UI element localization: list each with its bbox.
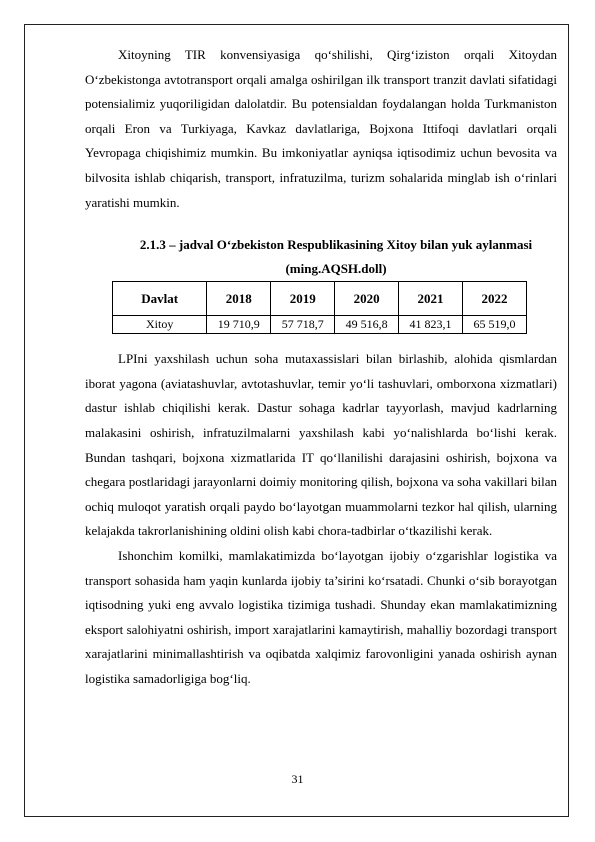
table-cell: 57 718,7	[271, 316, 335, 334]
table-cell: Xitoy	[113, 316, 207, 334]
paragraph-2: LPIni yaxshilash uchun soha mutaxassislari bilan birlashib, alohida qismlardan iborat yagona (aviatashuvlar, avtotashuvlar, temir yo‘li tashuvlari, omborxona xizmatlari) dastur ishlab chiqilishi kerak. Dastur sohaga kadrlar tayyorlash, mavjud kadrlarning malakasini oshirish, infratuzilmalarni yaxshilash kabi yo‘nalishlarda bo‘lishi kerak. Bundan tashqari, bojxona xizmatlarida IT qo‘llanilishi darajasini oshirish, bojxona va chegara postlaridagi jarayonlarni doimiy monitoring qilish, bojxona va soha vakillari bilan ochiq muloqot yaratish orqali paydo bo‘layotgan muammolarni tezkor hal qilish, ularning kelajakda takrorlanishining oldini olish kabi chora-tadbirlar o‘tkazilishi kerak.	[85, 351, 557, 539]
table-cell: 65 519,0	[463, 316, 527, 334]
header-cell: 2022	[463, 282, 527, 316]
table-caption-title: 2.1.3 – jadval O‘zbekiston Respublikasining Xitoy bilan yuk aylanmasi	[139, 237, 533, 253]
header-cell: Davlat	[113, 282, 207, 316]
header-cell: 2021	[399, 282, 463, 316]
table-cell: 19 710,9	[207, 316, 271, 334]
header-cell: 2020	[335, 282, 399, 316]
table-cell: 41 823,1	[399, 316, 463, 334]
header-cell: 2018	[207, 282, 271, 316]
page-number: 31	[291, 772, 304, 786]
table-header-row	[113, 282, 527, 316]
table-caption-unit: (ming.AQSH.doll)	[285, 261, 387, 277]
page-content	[85, 43, 557, 691]
table-row	[113, 316, 527, 334]
table-cell: 49 516,8	[335, 316, 399, 334]
paragraph-3: Ishonchim komilki, mamlakatimizda bo‘layotgan ijobiy o‘zgarishlar logistika va transport sohasida ham yaqin kunlarda ijobiy ta’sirini ko‘rsatadi. Chunki o‘sib borayotgan iqtisodning yuki eng avvalo logistika tizimiga tushadi. Shunday ekan mamlakatimizning eksport salohiyatni oshirish, import xarajatlarini kamaytirish, mahalliy bozordagi transport xarajatlarini minimallashtirish va oqibatda xalqimiz farovonligini yanada oshirish aynan logistika samadorligiga bog‘liq.	[85, 547, 557, 686]
paragraph-1: Xitoyning TIR konvensiyasiga qo‘shilishi, Qirg‘iziston orqali Xitoydan O‘zbekistonga avtotransport orqali amalga oshirilgan ilk transport tranzit davlati sifatidagi potensialimiz yuqoriligidan dalolatdir. Bu potensialdan foydalangan holda Turkmaniston orqali Eron va Turkiyaga, Kavkaz davlatlariga, Bojxona Ittifoqi davlatlari orqali Yevropaga chiqishimiz mumkin. Bu imkoniyatlar ayniqsa iqtisodimiz uchun bevosita va bilvosita ishlab chiqarish, transport, infratuzilma, turizm sohalarida minglab ish o‘rinlari yaratishi mumkin.	[85, 47, 557, 210]
trade-table	[112, 281, 527, 334]
table-caption	[85, 233, 557, 281]
header-cell: 2019	[271, 282, 335, 316]
